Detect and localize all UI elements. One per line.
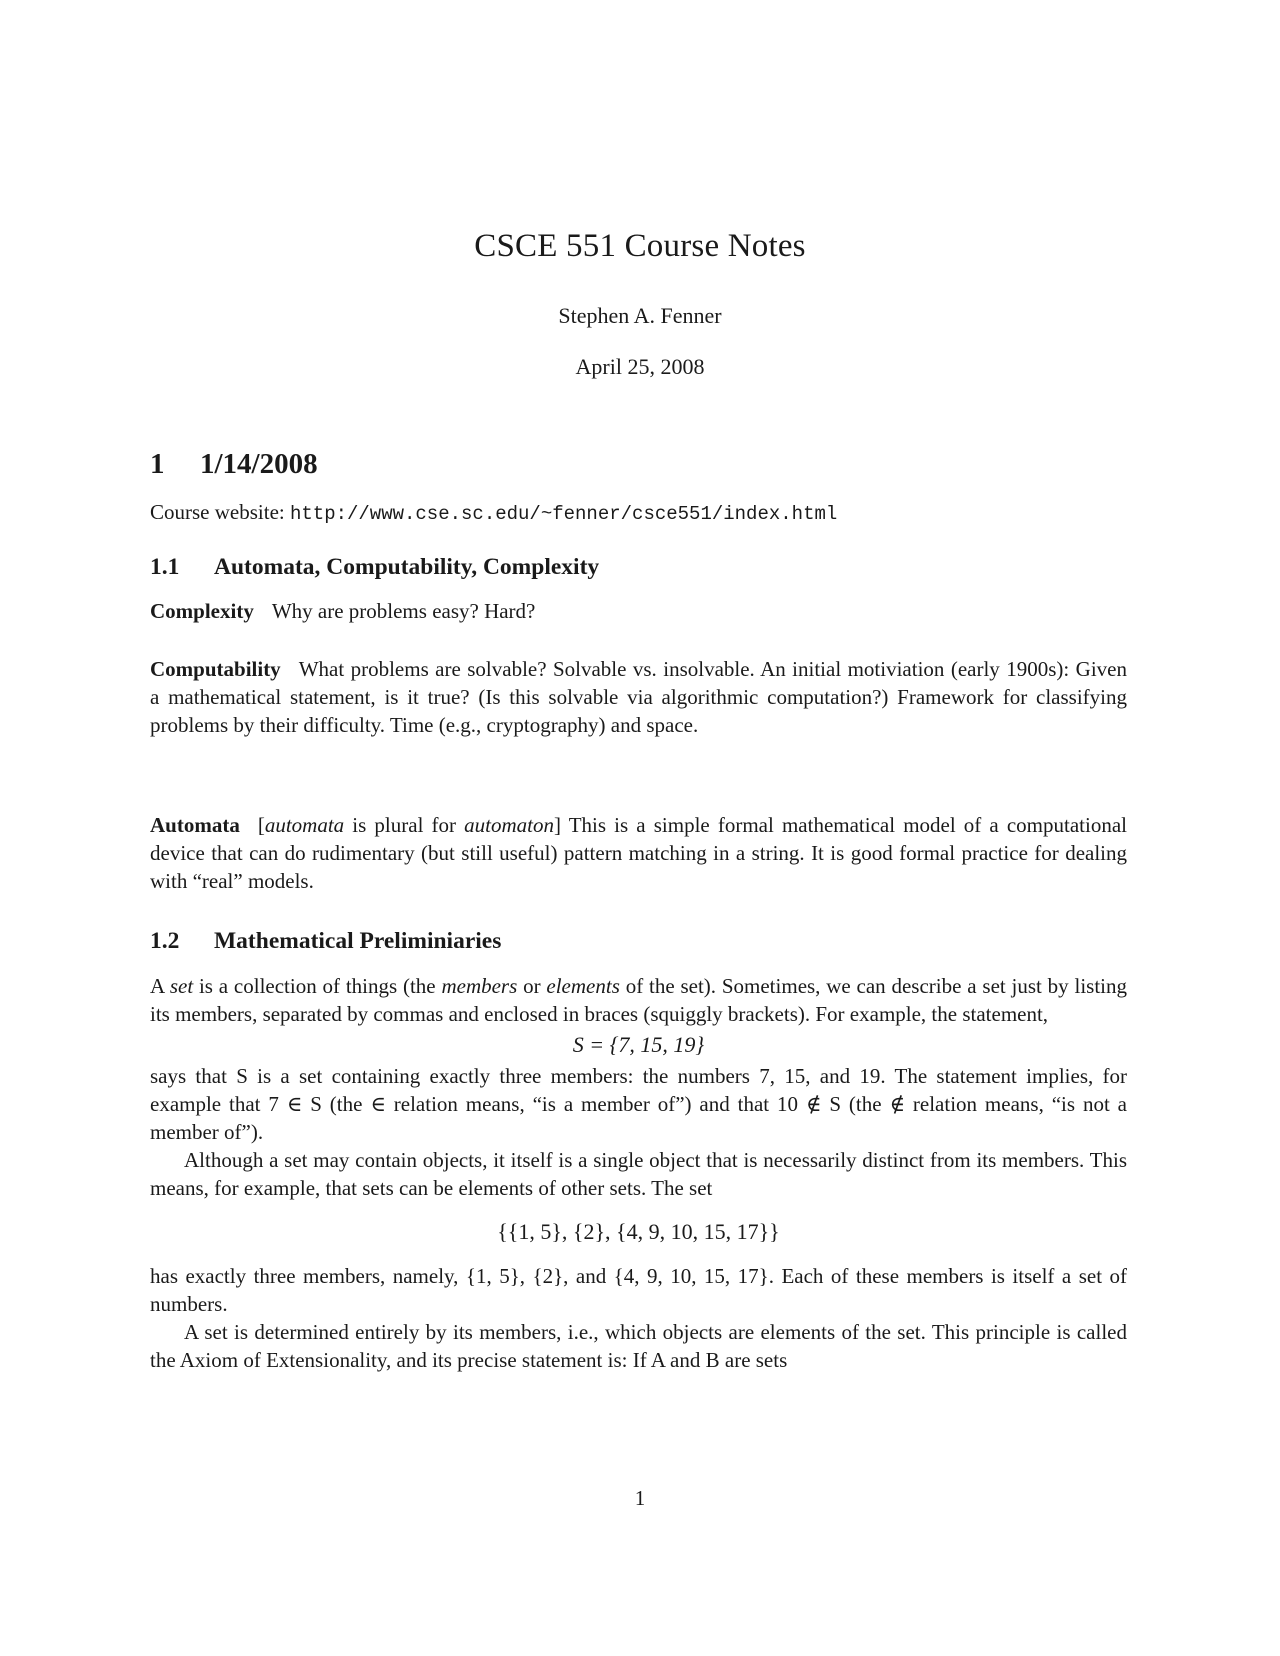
- website-url-link[interactable]: http://www.cse.sc.edu/~fenner/csce551/index.html: [289, 503, 838, 525]
- membership-paragraph: says that S is a set containing exactly three members: the numbers 7, 15, and 19. The statement implies, for example that 7 ∈ S (the ∈ relation means, “is a member of”) and that 10 ∉ S (the ∉ relation means, “is not a member of”).: [150, 1064, 1127, 1144]
- paragraph-heading: Complexity: [150, 599, 254, 623]
- extensionality-paragraph: A set is determined entirely by its members, i.e., which objects are elements of the set. This principle is called the Axiom of Extensionality, and its precise statement is: If A and B are sets: [150, 1320, 1127, 1372]
- emph-members: members: [441, 974, 518, 998]
- section-1-1-heading: [150, 554, 599, 581]
- emph-automaton: automaton: [464, 813, 554, 837]
- equation-set-s: S = {7, 15, 19}: [572, 1032, 705, 1057]
- page-number: 1: [634, 1486, 646, 1510]
- nested-members-paragraph: has exactly three members, namely, {1, 5}, {2}, and {4, 9, 10, 15, 17}. Each of these members is itself a set of numbers.: [150, 1264, 1127, 1316]
- website-label: Course website:: [150, 500, 285, 524]
- text-fragment: or: [517, 974, 547, 998]
- section-number: 1: [150, 448, 165, 480]
- preliminaries-body: [150, 972, 1127, 1374]
- complexity-paragraph: [150, 597, 1127, 625]
- sets-as-objects-paragraph: Although a set may contain objects, it itself is a single object that is necessarily distinct from its members. This means, for example, that sets can be elements of other sets. The set: [150, 1148, 1127, 1200]
- document-title: CSCE 551 Course Notes: [474, 228, 806, 264]
- paragraph-text: What problems are solvable? Solvable vs. insolvable. An initial motiviation (early 1900s): Given a mathematical statement, is it true? (Is this solvable via algorithmic computation?) Framework for classifying problems by their difficulty. Time (e.g., cryptography) and space.: [150, 657, 1127, 737]
- emph-set: set: [169, 974, 194, 998]
- computability-paragraph: [150, 655, 1127, 739]
- bracket: ]: [553, 813, 561, 837]
- paragraph-heading: Computability: [150, 657, 281, 681]
- section-title: Mathematical Preliminiaries: [214, 928, 502, 954]
- course-website-line: [150, 498, 1127, 528]
- document-date: April 25, 2008: [575, 354, 705, 379]
- paragraph-heading: Automata: [150, 813, 240, 837]
- bracket: [: [257, 813, 265, 837]
- section-title: 1/14/2008: [200, 448, 318, 480]
- author-name: Stephen A. Fenner: [558, 303, 722, 328]
- section-number: 1.2: [150, 928, 180, 954]
- set-definition-paragraph: [150, 972, 1127, 1028]
- emph-elements: elements: [546, 974, 620, 998]
- section-1-heading: [150, 448, 318, 481]
- text-fragment: A: [150, 974, 170, 998]
- emph-automata: automata: [264, 813, 345, 837]
- automata-paragraph: [150, 811, 1127, 895]
- paragraph-text: Why are problems easy? Hard?: [271, 599, 536, 623]
- section-number: 1.1: [150, 554, 180, 580]
- section-title: Automata, Computability, Complexity: [214, 554, 600, 580]
- text-fragment: is plural for: [344, 813, 465, 837]
- text-fragment: is a collection of things (the: [193, 974, 442, 998]
- paragraph-text: This is a simple formal mathematical model of a computational device that can do rudimentary (but still useful) pattern matching in a string. It is good formal practice for dealing with “real” models.: [150, 813, 1127, 893]
- section-1-2-heading: [150, 928, 501, 955]
- equation-nested-set: {{1, 5}, {2}, {4, 9, 10, 15, 17}}: [497, 1219, 780, 1244]
- text-fragment: of the set). Sometimes, we can describe a set just by listing its members, separated by commas and enclosed in braces (squiggly brackets). For example, the statement,: [150, 974, 1128, 1026]
